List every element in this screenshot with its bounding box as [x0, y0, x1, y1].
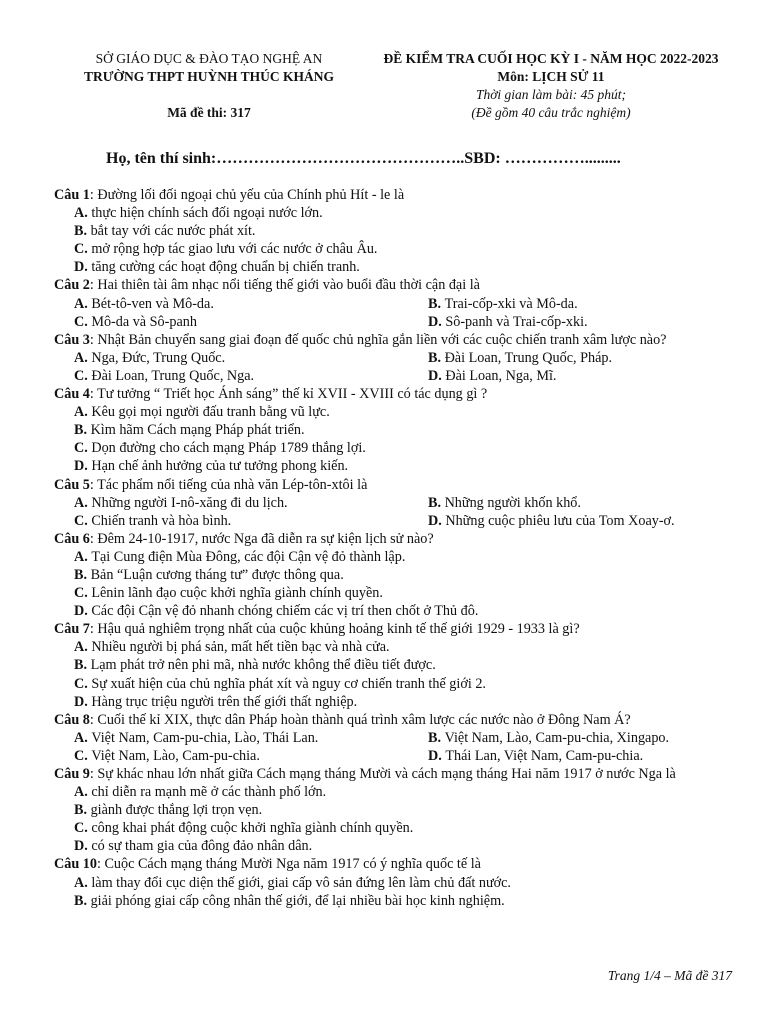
- answer-option: [74, 657, 436, 673]
- option-text: Tại Cung điện Mùa Đông, các đội Cận vệ đỏ thành lập.: [91, 548, 406, 565]
- answer-option: [74, 440, 366, 456]
- page-footer: Trang 1/4 – Mã đề 317: [607, 968, 732, 983]
- answer-option: [74, 893, 505, 909]
- question-number: Câu 6: [54, 530, 90, 547]
- answer-option: [74, 730, 318, 746]
- answer-option: [74, 241, 377, 257]
- option-letter: C.: [74, 820, 92, 837]
- question-text: : Cuối thế kỉ XIX, thực dân Pháp hoàn thành quá trình xâm lược các nước nào ở Đông Nam Á?: [89, 711, 631, 728]
- exam-title: ĐỀ KIỂM TRA CUỐI HỌC KỲ I - NĂM HỌC 2022-2023: [383, 51, 719, 66]
- option-letter: C.: [74, 585, 92, 602]
- option-row: [54, 747, 734, 765]
- answer-option: [74, 676, 486, 692]
- option-text: Kìm hãm Cách mạng Pháp phát triển.: [90, 422, 305, 439]
- answer-option: [74, 567, 344, 583]
- answer-option: [428, 368, 556, 384]
- answer-option: [74, 422, 305, 438]
- question-text: : Sự khác nhau lớn nhất giữa Cách mạng tháng Mười và cách mạng tháng Hai năm 1917 ở nước Nga là: [89, 766, 676, 782]
- option-letter: D.: [74, 603, 92, 620]
- option-letter: A.: [74, 784, 92, 801]
- option-row: [54, 512, 734, 530]
- question-number: Câu 5: [54, 476, 90, 493]
- option-letter: B.: [74, 802, 91, 819]
- option-letter: A.: [74, 729, 92, 746]
- duration: Thời gian làm bài: 45 phút;: [475, 87, 627, 102]
- option-text: làm thay đổi cục diện thế giới, giai cấp vô sản đứng lên làm chủ đất nước.: [91, 874, 511, 891]
- option-letter: B.: [74, 566, 91, 583]
- question-text: : Tác phẩm nổi tiếng của nhà văn Lép-tôn-xtôi là: [89, 476, 368, 493]
- option-row: [54, 656, 734, 674]
- answer-option: [74, 585, 383, 601]
- question-stem: [54, 711, 734, 729]
- option-row: [54, 584, 734, 602]
- question-2: [54, 276, 734, 330]
- option-text: Những người I-nô-xăng đi du lịch.: [91, 494, 288, 511]
- option-row: [54, 638, 734, 656]
- option-text: Lạm phát trở nên phi mã, nhà nước không thể điều tiết được.: [90, 657, 436, 674]
- option-text: bắt tay với các nước phát xít.: [90, 223, 256, 240]
- option-letter: D.: [428, 512, 446, 529]
- answer-option: [74, 748, 260, 764]
- option-text: Kêu gọi mọi người đấu tranh bằng vũ lực.: [91, 404, 330, 421]
- option-row: [54, 403, 734, 421]
- option-row: [54, 566, 734, 584]
- option-letter: A.: [74, 404, 92, 421]
- answer-option: [74, 603, 478, 619]
- option-letter: D.: [74, 693, 92, 710]
- option-letter: B.: [74, 657, 91, 674]
- option-letter: C.: [74, 367, 92, 384]
- option-letter: B.: [74, 892, 91, 909]
- question-6: [54, 530, 734, 620]
- option-letter: A.: [74, 494, 92, 511]
- candidate-info-line: Họ, tên thí sinh:………………………………………..SBD: …………….........: [106, 150, 621, 167]
- option-text: Mô-da và Sô-panh: [91, 313, 197, 330]
- question-number: Câu 4: [54, 386, 90, 403]
- option-text: Việt Nam, Cam-pu-chia, Lào, Thái Lan.: [91, 729, 319, 746]
- option-text: Trai-cốp-xki và Mô-da.: [444, 295, 578, 312]
- option-text: công khai phát động cuộc khởi nghĩa giành chính quyền.: [91, 820, 414, 837]
- option-letter: A.: [74, 349, 92, 366]
- question-list: [54, 186, 734, 910]
- option-text: có sự tham gia của đông đảo nhân dân.: [91, 838, 313, 855]
- option-row: [54, 783, 734, 801]
- answer-option: [74, 223, 255, 239]
- option-letter: C.: [74, 675, 92, 692]
- question-1: [54, 186, 734, 276]
- option-row: [54, 367, 734, 385]
- answer-option: [74, 784, 326, 800]
- option-row: [54, 819, 734, 837]
- question-5: [54, 476, 734, 530]
- option-text: Những cuộc phiêu lưu của Tom Xoay-ơ.: [445, 512, 675, 529]
- option-text: Sô-panh và Trai-cốp-xki.: [445, 313, 588, 330]
- option-text: chỉ diễn ra mạnh mẽ ở các thành phố lớn.: [91, 784, 327, 801]
- option-letter: C.: [74, 747, 92, 764]
- question-number: Câu 9: [54, 766, 90, 782]
- option-row: [54, 675, 734, 693]
- question-number: Câu 3: [54, 331, 90, 348]
- question-text: : Nhật Bản chuyển sang giai đoạn đế quốc chủ nghĩa gắn liền với các cuộc chiến tranh xâm lược nào?: [89, 331, 667, 348]
- answer-option: [74, 875, 511, 891]
- option-row: [54, 457, 734, 475]
- option-letter: D.: [428, 313, 446, 330]
- exam-code: Mã đề thi: 317: [167, 105, 251, 120]
- header-right: [366, 50, 736, 122]
- answer-option: [74, 368, 254, 384]
- option-row: [54, 837, 734, 855]
- option-text: giải phóng giai cấp công nhân thế giới, để lại nhiều bài học kinh nghiệm.: [90, 892, 505, 909]
- answer-option: [74, 404, 330, 420]
- option-text: Đài Loan, Trung Quốc, Pháp.: [444, 349, 613, 366]
- answer-option: [74, 296, 214, 312]
- answer-option: [74, 549, 405, 565]
- question-number: Câu 1: [54, 187, 90, 203]
- option-text: Dọn đường cho cách mạng Pháp 1789 thắng lợi.: [91, 440, 366, 457]
- option-row: [54, 494, 734, 512]
- option-text: Sự xuất hiện của chủ nghĩa phát xít và nguy cơ chiến tranh thế giới 2.: [91, 675, 486, 692]
- option-letter: A.: [74, 205, 92, 222]
- option-letter: A.: [74, 639, 92, 656]
- option-text: Việt Nam, Lào, Cam-pu-chia, Xingapo.: [444, 729, 670, 746]
- answer-option: [74, 314, 197, 330]
- option-letter: D.: [428, 747, 446, 764]
- subject: Môn: LỊCH SỬ 11: [497, 69, 605, 84]
- option-text: tăng cường các hoạt động chuẩn bị chiến tranh.: [91, 259, 360, 276]
- option-letter: C.: [74, 313, 92, 330]
- answer-option: [74, 513, 231, 529]
- option-text: Bét-tô-ven và Mô-da.: [91, 295, 214, 312]
- option-text: Những người khốn khổ.: [444, 494, 581, 511]
- question-text: : Hậu quả nghiêm trọng nhất của cuộc khủng hoảng kinh tế thế giới 1929 - 1933 là gì?: [89, 621, 580, 638]
- option-text: giành được thắng lợi trọn vẹn.: [90, 802, 263, 819]
- answer-option: [74, 838, 312, 854]
- question-count-note: (Đề gồm 40 câu trắc nghiệm): [471, 105, 631, 120]
- option-row: [54, 349, 734, 367]
- option-letter: C.: [74, 512, 92, 529]
- option-text: Đài Loan, Trung Quốc, Nga.: [91, 367, 255, 384]
- school-name: TRƯỜNG THPT HUỲNH THÚC KHÁNG: [83, 69, 335, 84]
- option-text: Đài Loan, Nga, Mĩ.: [445, 367, 557, 384]
- question-number: Câu 10: [54, 856, 97, 873]
- question-stem: [54, 620, 734, 638]
- question-stem: [54, 276, 734, 294]
- question-number: Câu 2: [54, 277, 90, 294]
- option-text: Việt Nam, Lào, Cam-pu-chia.: [91, 747, 260, 764]
- answer-option: [428, 730, 669, 746]
- option-text: mở rộng hợp tác giao lưu với các nước ở châu Âu.: [91, 241, 378, 258]
- option-letter: D.: [74, 838, 92, 855]
- option-letter: B.: [74, 223, 91, 240]
- answer-option: [428, 314, 588, 330]
- option-row: [54, 693, 734, 711]
- option-row: [54, 258, 734, 276]
- answer-option: [428, 495, 581, 511]
- answer-option: [74, 820, 413, 836]
- option-letter: A.: [74, 295, 92, 312]
- option-text: Các đội Cận vệ đỏ nhanh chóng chiếm các vị trí then chốt ở Thủ đô.: [91, 603, 479, 620]
- option-letter: D.: [428, 367, 446, 384]
- option-text: Hạn chế ảnh hưởng của tư tưởng phong kiến.: [91, 458, 349, 475]
- answer-option: [74, 495, 288, 511]
- department-name: SỞ GIÁO DỤC & ĐÀO TẠO NGHỆ AN: [95, 51, 323, 66]
- question-number: Câu 7: [54, 621, 90, 638]
- option-letter: A.: [74, 548, 92, 565]
- option-row: [54, 313, 734, 331]
- option-row: [54, 548, 734, 566]
- option-letter: B.: [428, 729, 445, 746]
- question-text: : Tư tưởng “ Triết học Ánh sáng” thế kỉ XVII - XVIII có tác dụng gì ?: [89, 386, 488, 403]
- option-letter: A.: [74, 874, 92, 891]
- question-stem: [54, 765, 734, 783]
- question-text: : Hai thiên tài âm nhạc nổi tiếng thế giới vào buổi đầu thời cận đại là: [89, 277, 480, 294]
- option-letter: B.: [428, 295, 445, 312]
- option-letter: B.: [74, 422, 91, 439]
- answer-option: [428, 748, 643, 764]
- answer-option: [428, 513, 675, 529]
- option-row: [54, 439, 734, 457]
- option-text: Chiến tranh và hòa bình.: [91, 512, 232, 529]
- option-letter: D.: [74, 259, 92, 276]
- header-left: [54, 50, 364, 122]
- question-stem: [54, 476, 734, 494]
- option-row: [54, 874, 734, 892]
- option-text: Thái Lan, Việt Nam, Cam-pu-chia.: [445, 747, 644, 764]
- option-row: [54, 240, 734, 258]
- answer-option: [74, 205, 323, 221]
- option-row: [54, 801, 734, 819]
- question-stem: [54, 385, 734, 403]
- option-row: [54, 295, 734, 313]
- option-text: Nhiều người bị phá sản, mất hết tiền bạc và nhà cửa.: [91, 639, 390, 656]
- option-row: [54, 892, 734, 910]
- option-row: [54, 729, 734, 747]
- question-8: [54, 711, 734, 765]
- option-letter: C.: [74, 440, 92, 457]
- question-number: Câu 8: [54, 711, 90, 728]
- answer-option: [74, 802, 262, 818]
- question-4: [54, 385, 734, 475]
- answer-option: [74, 694, 357, 710]
- option-text: Nga, Đức, Trung Quốc.: [91, 349, 226, 366]
- option-letter: C.: [74, 241, 92, 258]
- answer-option: [74, 639, 390, 655]
- option-letter: B.: [428, 349, 445, 366]
- question-10: [54, 855, 734, 909]
- option-text: thực hiện chính sách đối ngoại nước lớn.: [91, 205, 323, 222]
- option-letter: B.: [428, 494, 445, 511]
- question-text: : Cuộc Cách mạng tháng Mười Nga năm 1917 có ý nghĩa quốc tế là: [96, 856, 481, 873]
- question-stem: [54, 331, 734, 349]
- question-text: : Đêm 24-10-1917, nước Nga đã diễn ra sự kiện lịch sử nào?: [89, 530, 434, 547]
- question-stem: [54, 855, 734, 873]
- answer-option: [74, 259, 360, 275]
- question-stem: [54, 530, 734, 548]
- question-3: [54, 331, 734, 385]
- question-text: : Đường lối đối ngoại chủ yếu của Chính phủ Hít - le là: [89, 187, 405, 203]
- option-row: [54, 204, 734, 222]
- option-row: [54, 222, 734, 240]
- option-text: Bản “Luận cương tháng tư” được thông qua.: [90, 566, 344, 583]
- answer-option: [428, 350, 612, 366]
- option-text: Lênin lãnh đạo cuộc khởi nghĩa giành chính quyền.: [91, 585, 383, 602]
- answer-option: [428, 296, 578, 312]
- answer-option: [74, 350, 225, 366]
- question-9: [54, 765, 734, 855]
- option-letter: D.: [74, 458, 92, 475]
- option-row: [54, 602, 734, 620]
- option-row: [54, 421, 734, 439]
- option-text: Hàng trục triệu người trên thế giới thất nghiệp.: [91, 693, 358, 710]
- question-stem: [54, 186, 734, 204]
- question-7: [54, 620, 734, 710]
- answer-option: [74, 458, 348, 474]
